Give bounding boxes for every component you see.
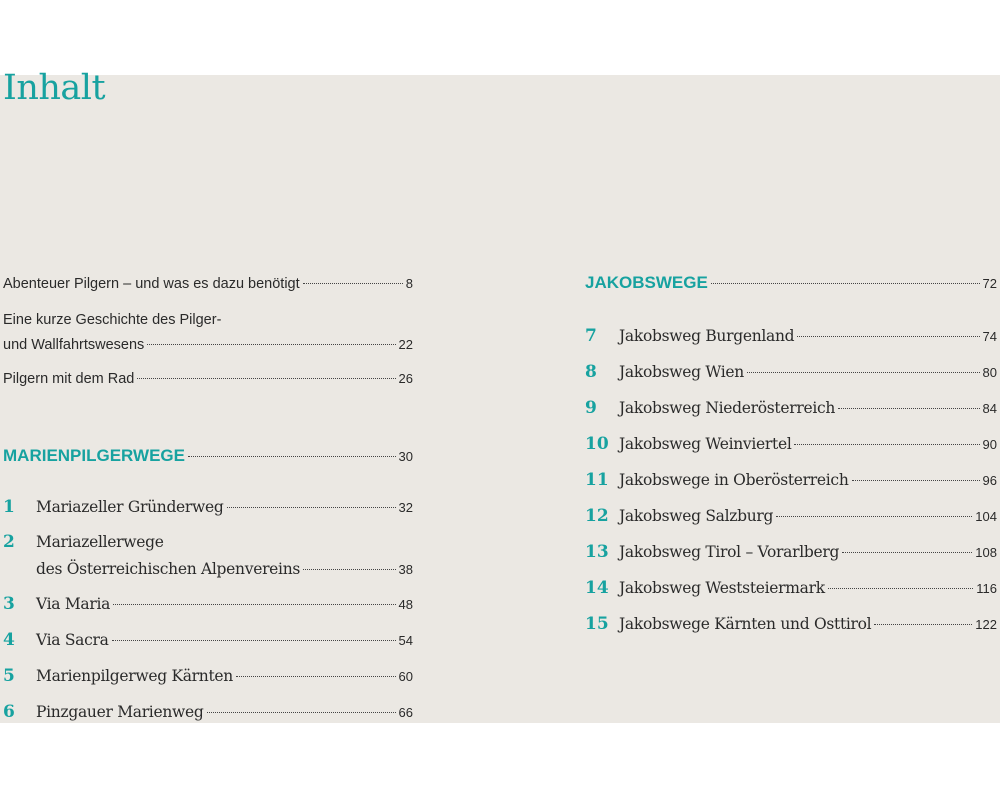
toc-entry-page: 54 — [398, 633, 413, 648]
toc-entry-page: 104 — [975, 509, 997, 524]
toc-entry-page: 80 — [982, 365, 997, 380]
toc-entry-number: 5 — [3, 666, 15, 686]
toc-entry-page: 108 — [975, 545, 997, 560]
dot-leader — [874, 624, 972, 625]
toc-entry-number: 7 — [585, 326, 597, 346]
toc-entry-number: 10 — [585, 434, 609, 454]
dot-leader — [776, 516, 972, 517]
section-title: MARIENPILGERWEGE — [3, 446, 185, 465]
toc-entry[interactable] — [36, 560, 413, 578]
dot-leader — [842, 552, 972, 553]
section-page: 30 — [398, 449, 413, 464]
toc-entry-page: 122 — [975, 617, 997, 632]
toc-entry-number: 1 — [3, 497, 15, 517]
toc-entry-label: Pilgern mit dem Rad — [3, 371, 135, 387]
toc-entry[interactable] — [619, 399, 997, 417]
dot-leader — [747, 372, 980, 373]
toc-entry-page: 74 — [982, 329, 997, 344]
dot-leader — [794, 444, 979, 445]
section-heading-jakobswege[interactable] — [585, 273, 997, 293]
toc-entry-number: 14 — [585, 578, 609, 598]
dot-leader — [303, 283, 403, 284]
toc-entry-number: 9 — [585, 398, 597, 418]
toc-entry-label: Jakobsweg Salzburg — [619, 507, 774, 525]
toc-entry[interactable] — [36, 631, 413, 649]
toc-entry[interactable] — [36, 667, 413, 685]
toc-entry-label: Jakobsweg Weinviertel — [619, 435, 792, 453]
toc-entry-label: Jakobswege Kärnten und Osttirol — [619, 615, 872, 633]
toc-entry-label: Jakobsweg Niederösterreich — [619, 399, 836, 417]
toc-entry-page: 60 — [398, 669, 413, 684]
toc-entry-number: 2 — [3, 532, 15, 552]
toc-entry[interactable] — [3, 371, 413, 387]
section-page: 72 — [982, 276, 997, 291]
toc-entry[interactable] — [3, 337, 413, 353]
toc-entry-number: 12 — [585, 506, 609, 526]
toc-entry-label: und Wallfahrtswesens — [3, 337, 145, 353]
toc-entry-number: 15 — [585, 614, 609, 634]
toc-entry-label-line1: Mariazellerwege — [36, 533, 164, 551]
dot-leader — [236, 676, 396, 677]
toc-entry-label: des Österreichischen Alpenvereins — [36, 560, 301, 578]
toc-entry[interactable] — [36, 595, 413, 613]
dot-leader — [113, 604, 395, 605]
toc-entry-page: 22 — [398, 337, 413, 352]
toc-entry-label: Jakobsweg Burgenland — [619, 327, 795, 345]
dot-leader — [797, 336, 979, 337]
toc-entry-page: 84 — [982, 401, 997, 416]
toc-entry-label: Pinzgauer Marienweg — [36, 703, 204, 721]
toc-entry-label: Via Maria — [36, 595, 111, 613]
toc-entry-number: 11 — [585, 470, 609, 490]
toc-entry-number: 8 — [585, 362, 597, 382]
toc-entry-page: 26 — [398, 371, 413, 386]
toc-entry-page: 66 — [398, 705, 413, 720]
toc-entry-page: 90 — [982, 437, 997, 452]
toc-entry-label: Mariazeller Gründerweg — [36, 498, 224, 516]
toc-entry[interactable] — [619, 363, 997, 381]
toc-entry-number: 4 — [3, 630, 15, 650]
toc-entry-number: 6 — [3, 702, 15, 722]
toc-entry-label: Jakobsweg Weststeiermark — [619, 579, 825, 597]
toc-entry[interactable] — [619, 615, 997, 633]
toc-entry[interactable] — [619, 471, 997, 489]
section-heading-marienpilgerwege[interactable] — [3, 446, 413, 466]
dot-leader — [207, 712, 396, 713]
dot-leader — [147, 344, 395, 345]
toc-entry-number: 3 — [3, 594, 15, 614]
toc-entry[interactable] — [36, 498, 413, 516]
toc-entry-label: Jakobswege in Oberösterreich — [619, 471, 849, 489]
toc-entry-page: 48 — [398, 597, 413, 612]
page-title: Inhalt — [3, 68, 106, 108]
toc-entry-label: Marienpilgerweg Kärnten — [36, 667, 233, 685]
toc-entry-page: 116 — [976, 581, 997, 596]
dot-leader — [227, 507, 396, 508]
toc-entry-label: Abenteuer Pilgern – und was es dazu benötigt — [3, 276, 300, 292]
toc-entry-page: 96 — [982, 473, 997, 488]
toc-entry[interactable] — [619, 543, 997, 561]
toc-entry[interactable] — [619, 507, 997, 525]
toc-entry-label: Via Sacra — [36, 631, 109, 649]
toc-entry[interactable] — [3, 276, 413, 292]
toc-entry-label: Jakobsweg Wien — [619, 363, 744, 381]
toc-entry-label-line1: Eine kurze Geschichte des Pilger- — [3, 312, 222, 328]
dot-leader — [838, 408, 979, 409]
toc-entry[interactable] — [619, 579, 997, 597]
toc-entry-number: 13 — [585, 542, 609, 562]
toc-entry[interactable] — [619, 327, 997, 345]
toc-entry-page: 32 — [398, 500, 413, 515]
dot-leader — [852, 480, 980, 481]
toc-entry[interactable] — [36, 703, 413, 721]
dot-leader — [188, 456, 396, 457]
dot-leader — [711, 283, 980, 284]
dot-leader — [303, 569, 395, 570]
toc-entry-page: 8 — [405, 276, 413, 291]
toc-entry-label: Jakobsweg Tirol – Vorarlberg — [619, 543, 840, 561]
dot-leader — [137, 378, 395, 379]
dot-leader — [112, 640, 396, 641]
section-title: JAKOBSWEGE — [585, 273, 708, 292]
toc-entry[interactable] — [619, 435, 997, 453]
dot-leader — [828, 588, 973, 589]
toc-entry-page: 38 — [398, 562, 413, 577]
